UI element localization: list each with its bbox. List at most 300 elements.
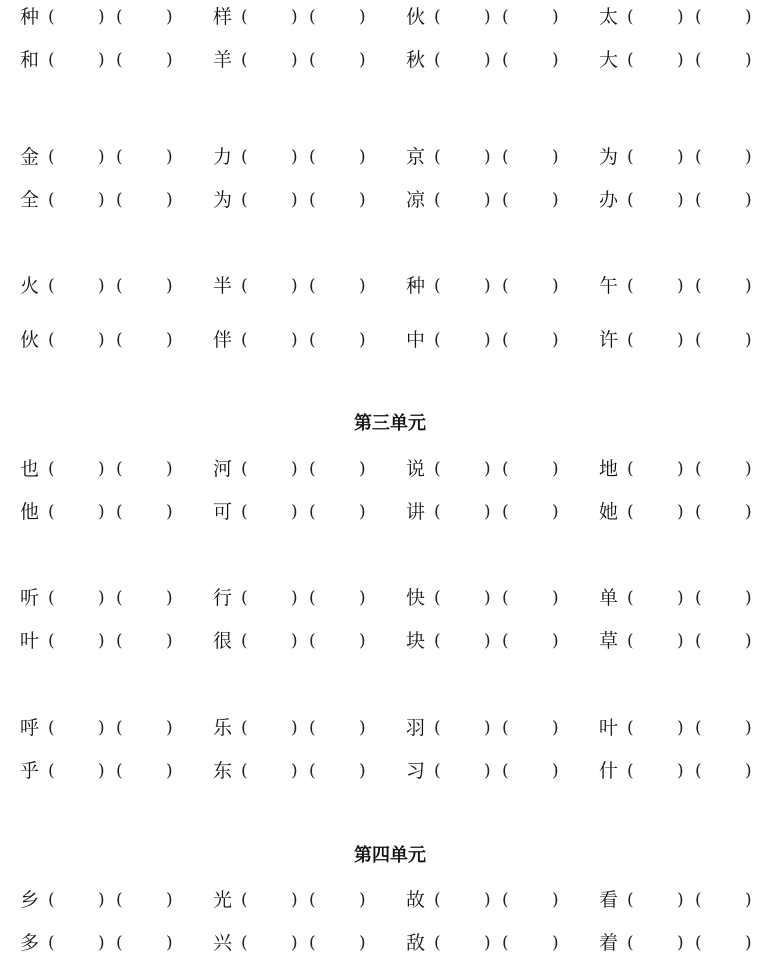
bracket-close: ) [359, 933, 366, 953]
bracket-open: ( [502, 761, 509, 781]
bracket-close: ) [359, 147, 366, 167]
bracket-open: ( [241, 718, 248, 738]
bracket-open: ( [309, 933, 316, 953]
word-cell [406, 271, 606, 301]
word-cell [20, 45, 220, 75]
bracket-close: ) [745, 7, 752, 27]
bracket-open: ( [627, 933, 634, 953]
exercise-row [0, 885, 780, 915]
bracket-open: ( [241, 276, 248, 296]
exercise-row [0, 325, 780, 355]
bracket-close: ) [745, 631, 752, 651]
character-label: 她 [599, 501, 619, 523]
bracket-close: ) [166, 7, 173, 27]
bracket-open: ( [309, 330, 316, 350]
bracket-open: ( [502, 190, 509, 210]
bracket-close: ) [552, 502, 559, 522]
character-label: 讲 [406, 501, 426, 523]
word-cell [599, 497, 780, 527]
bracket-close: ) [98, 190, 105, 210]
bracket-open: ( [309, 7, 316, 27]
bracket-open: ( [502, 276, 509, 296]
character-label: 多 [20, 932, 40, 954]
character-label: 可 [213, 501, 233, 523]
character-label: 大 [599, 49, 619, 71]
bracket-close: ) [98, 50, 105, 70]
bracket-close: ) [677, 761, 684, 781]
bracket-close: ) [745, 588, 752, 608]
word-cell [406, 626, 606, 656]
bracket-close: ) [359, 50, 366, 70]
bracket-open: ( [241, 588, 248, 608]
character-label: 凉 [406, 189, 426, 211]
character-label: 种 [20, 6, 40, 28]
bracket-open: ( [48, 890, 55, 910]
bracket-close: ) [291, 7, 298, 27]
bracket-open: ( [627, 50, 634, 70]
character-label: 地 [599, 458, 619, 480]
bracket-close: ) [677, 7, 684, 27]
character-label: 力 [213, 146, 233, 168]
bracket-open: ( [695, 761, 702, 781]
word-cell [20, 626, 220, 656]
bracket-open: ( [48, 588, 55, 608]
character-label: 午 [599, 275, 619, 297]
bracket-open: ( [695, 631, 702, 651]
bracket-close: ) [291, 147, 298, 167]
word-cell [20, 756, 220, 786]
word-cell [20, 497, 220, 527]
character-label: 秋 [406, 49, 426, 71]
bracket-close: ) [359, 588, 366, 608]
bracket-open: ( [434, 933, 441, 953]
bracket-open: ( [309, 276, 316, 296]
word-cell [213, 2, 413, 32]
bracket-open: ( [116, 50, 123, 70]
character-label: 也 [20, 458, 40, 480]
bracket-close: ) [98, 7, 105, 27]
bracket-open: ( [502, 330, 509, 350]
bracket-close: ) [552, 147, 559, 167]
bracket-open: ( [502, 147, 509, 167]
bracket-close: ) [745, 147, 752, 167]
bracket-open: ( [627, 761, 634, 781]
bracket-open: ( [627, 459, 634, 479]
character-label: 行 [213, 587, 233, 609]
character-label: 为 [213, 189, 233, 211]
character-label: 敌 [406, 932, 426, 954]
bracket-close: ) [291, 631, 298, 651]
bracket-open: ( [309, 502, 316, 522]
character-label: 羊 [213, 49, 233, 71]
bracket-close: ) [745, 190, 752, 210]
word-cell [406, 185, 606, 215]
bracket-open: ( [241, 147, 248, 167]
bracket-close: ) [552, 588, 559, 608]
unit-heading: 第三单元 [354, 413, 426, 434]
character-label: 许 [599, 329, 619, 351]
word-cell [213, 583, 413, 613]
character-label: 块 [406, 630, 426, 652]
bracket-open: ( [695, 7, 702, 27]
bracket-open: ( [695, 890, 702, 910]
character-label: 乎 [20, 760, 40, 782]
bracket-open: ( [434, 631, 441, 651]
character-label: 习 [406, 760, 426, 782]
bracket-open: ( [116, 459, 123, 479]
character-label: 全 [20, 189, 40, 211]
word-cell [213, 497, 413, 527]
character-label: 金 [20, 146, 40, 168]
bracket-open: ( [116, 147, 123, 167]
bracket-close: ) [166, 502, 173, 522]
bracket-close: ) [166, 190, 173, 210]
bracket-close: ) [359, 631, 366, 651]
bracket-close: ) [552, 276, 559, 296]
bracket-close: ) [359, 7, 366, 27]
bracket-open: ( [502, 502, 509, 522]
bracket-close: ) [166, 631, 173, 651]
bracket-close: ) [677, 933, 684, 953]
bracket-open: ( [502, 890, 509, 910]
character-label: 他 [20, 501, 40, 523]
character-label: 火 [20, 275, 40, 297]
bracket-open: ( [434, 50, 441, 70]
bracket-open: ( [627, 276, 634, 296]
bracket-close: ) [98, 890, 105, 910]
bracket-open: ( [502, 50, 509, 70]
character-label: 叶 [20, 630, 40, 652]
bracket-open: ( [48, 933, 55, 953]
character-label: 什 [599, 760, 619, 782]
bracket-close: ) [98, 933, 105, 953]
bracket-open: ( [116, 631, 123, 651]
bracket-open: ( [241, 190, 248, 210]
character-label: 河 [213, 458, 233, 480]
bracket-open: ( [502, 459, 509, 479]
character-label: 东 [213, 760, 233, 782]
word-cell [213, 928, 413, 958]
bracket-close: ) [745, 330, 752, 350]
bracket-open: ( [627, 7, 634, 27]
bracket-close: ) [745, 718, 752, 738]
bracket-close: ) [291, 761, 298, 781]
bracket-close: ) [98, 330, 105, 350]
bracket-close: ) [484, 718, 491, 738]
exercise-row [0, 756, 780, 786]
bracket-open: ( [309, 718, 316, 738]
word-cell [213, 271, 413, 301]
character-label: 样 [213, 6, 233, 28]
bracket-close: ) [677, 631, 684, 651]
word-cell [599, 756, 780, 786]
character-label: 呼 [20, 717, 40, 739]
word-cell [406, 45, 606, 75]
bracket-close: ) [677, 588, 684, 608]
bracket-close: ) [166, 459, 173, 479]
bracket-open: ( [434, 147, 441, 167]
bracket-open: ( [695, 588, 702, 608]
bracket-close: ) [484, 330, 491, 350]
bracket-open: ( [48, 50, 55, 70]
bracket-open: ( [309, 50, 316, 70]
bracket-close: ) [484, 631, 491, 651]
bracket-close: ) [745, 50, 752, 70]
character-label: 太 [599, 6, 619, 28]
character-label: 和 [20, 49, 40, 71]
bracket-close: ) [552, 761, 559, 781]
bracket-open: ( [434, 276, 441, 296]
bracket-open: ( [434, 459, 441, 479]
bracket-open: ( [241, 631, 248, 651]
word-cell [599, 325, 780, 355]
bracket-open: ( [309, 459, 316, 479]
bracket-open: ( [434, 190, 441, 210]
bracket-close: ) [484, 276, 491, 296]
word-cell [599, 271, 780, 301]
bracket-open: ( [627, 190, 634, 210]
word-cell [599, 185, 780, 215]
bracket-open: ( [434, 761, 441, 781]
bracket-close: ) [359, 502, 366, 522]
word-cell [406, 454, 606, 484]
bracket-close: ) [677, 459, 684, 479]
bracket-close: ) [359, 718, 366, 738]
bracket-open: ( [309, 147, 316, 167]
bracket-open: ( [627, 588, 634, 608]
bracket-close: ) [552, 890, 559, 910]
bracket-close: ) [98, 761, 105, 781]
bracket-close: ) [166, 588, 173, 608]
bracket-close: ) [677, 276, 684, 296]
bracket-open: ( [695, 190, 702, 210]
bracket-close: ) [677, 718, 684, 738]
bracket-open: ( [116, 933, 123, 953]
word-cell [599, 583, 780, 613]
bracket-close: ) [484, 502, 491, 522]
exercise-row [0, 497, 780, 527]
bracket-close: ) [166, 890, 173, 910]
bracket-open: ( [502, 631, 509, 651]
word-cell [20, 185, 220, 215]
bracket-close: ) [98, 147, 105, 167]
bracket-open: ( [627, 890, 634, 910]
bracket-open: ( [627, 631, 634, 651]
bracket-open: ( [695, 50, 702, 70]
bracket-open: ( [116, 190, 123, 210]
bracket-open: ( [241, 330, 248, 350]
bracket-open: ( [695, 718, 702, 738]
word-cell [20, 271, 220, 301]
word-cell [406, 756, 606, 786]
character-label: 看 [599, 889, 619, 911]
bracket-close: ) [484, 7, 491, 27]
bracket-open: ( [434, 718, 441, 738]
bracket-open: ( [695, 330, 702, 350]
word-cell [20, 142, 220, 172]
bracket-close: ) [677, 50, 684, 70]
bracket-open: ( [116, 890, 123, 910]
bracket-close: ) [484, 761, 491, 781]
bracket-close: ) [291, 50, 298, 70]
word-cell [213, 45, 413, 75]
bracket-close: ) [484, 588, 491, 608]
bracket-close: ) [166, 718, 173, 738]
character-label: 京 [406, 146, 426, 168]
character-label: 伙 [20, 329, 40, 351]
character-label: 草 [599, 630, 619, 652]
word-cell [213, 713, 413, 743]
bracket-close: ) [552, 933, 559, 953]
bracket-close: ) [484, 459, 491, 479]
character-label: 办 [599, 189, 619, 211]
bracket-close: ) [484, 933, 491, 953]
bracket-open: ( [434, 890, 441, 910]
bracket-open: ( [116, 276, 123, 296]
word-cell [213, 142, 413, 172]
bracket-close: ) [291, 933, 298, 953]
word-cell [406, 325, 606, 355]
exercise-row [0, 45, 780, 75]
bracket-close: ) [745, 276, 752, 296]
bracket-close: ) [166, 330, 173, 350]
bracket-close: ) [98, 276, 105, 296]
character-label: 快 [406, 587, 426, 609]
word-cell [599, 142, 780, 172]
bracket-close: ) [359, 761, 366, 781]
bracket-close: ) [166, 933, 173, 953]
bracket-close: ) [98, 502, 105, 522]
word-cell [406, 497, 606, 527]
bracket-close: ) [552, 459, 559, 479]
bracket-close: ) [166, 147, 173, 167]
word-cell [599, 928, 780, 958]
bracket-open: ( [48, 190, 55, 210]
bracket-open: ( [434, 502, 441, 522]
bracket-close: ) [552, 330, 559, 350]
bracket-open: ( [627, 502, 634, 522]
bracket-close: ) [677, 330, 684, 350]
word-cell [20, 928, 220, 958]
bracket-close: ) [745, 761, 752, 781]
word-cell [406, 2, 606, 32]
bracket-close: ) [484, 50, 491, 70]
bracket-open: ( [48, 459, 55, 479]
character-label: 很 [213, 630, 233, 652]
word-cell [20, 454, 220, 484]
exercise-row [0, 185, 780, 215]
bracket-close: ) [291, 890, 298, 910]
bracket-close: ) [677, 190, 684, 210]
bracket-open: ( [434, 330, 441, 350]
bracket-close: ) [98, 588, 105, 608]
exercise-row [0, 271, 780, 301]
bracket-open: ( [309, 761, 316, 781]
bracket-open: ( [241, 761, 248, 781]
character-label: 故 [406, 889, 426, 911]
bracket-close: ) [98, 718, 105, 738]
bracket-open: ( [48, 502, 55, 522]
bracket-open: ( [695, 147, 702, 167]
bracket-open: ( [241, 933, 248, 953]
bracket-open: ( [502, 7, 509, 27]
bracket-open: ( [695, 933, 702, 953]
bracket-close: ) [552, 7, 559, 27]
bracket-close: ) [291, 502, 298, 522]
character-label: 乐 [213, 717, 233, 739]
exercise-row [0, 2, 780, 32]
word-cell [406, 928, 606, 958]
word-cell [20, 713, 220, 743]
exercise-row [0, 583, 780, 613]
character-label: 伙 [406, 6, 426, 28]
bracket-close: ) [291, 718, 298, 738]
character-label: 种 [406, 275, 426, 297]
word-cell [213, 325, 413, 355]
bracket-open: ( [695, 459, 702, 479]
bracket-open: ( [48, 761, 55, 781]
bracket-close: ) [484, 890, 491, 910]
word-cell [213, 756, 413, 786]
bracket-close: ) [291, 190, 298, 210]
bracket-close: ) [677, 147, 684, 167]
bracket-open: ( [116, 588, 123, 608]
word-cell [599, 626, 780, 656]
bracket-open: ( [116, 330, 123, 350]
bracket-close: ) [359, 190, 366, 210]
bracket-close: ) [291, 588, 298, 608]
bracket-open: ( [434, 588, 441, 608]
bracket-close: ) [359, 459, 366, 479]
exercise-row [0, 454, 780, 484]
word-cell [406, 885, 606, 915]
bracket-close: ) [98, 459, 105, 479]
bracket-close: ) [291, 330, 298, 350]
bracket-open: ( [241, 459, 248, 479]
character-label: 着 [599, 932, 619, 954]
word-cell [20, 583, 220, 613]
bracket-open: ( [627, 147, 634, 167]
bracket-open: ( [309, 190, 316, 210]
bracket-close: ) [359, 890, 366, 910]
bracket-open: ( [241, 502, 248, 522]
bracket-open: ( [695, 276, 702, 296]
bracket-open: ( [502, 718, 509, 738]
character-label: 为 [599, 146, 619, 168]
bracket-open: ( [309, 631, 316, 651]
bracket-close: ) [745, 502, 752, 522]
word-cell [213, 885, 413, 915]
character-label: 光 [213, 889, 233, 911]
bracket-close: ) [484, 190, 491, 210]
bracket-close: ) [677, 502, 684, 522]
bracket-close: ) [291, 459, 298, 479]
bracket-close: ) [359, 330, 366, 350]
word-cell [20, 2, 220, 32]
bracket-open: ( [241, 50, 248, 70]
unit-heading: 第四单元 [354, 845, 426, 866]
word-cell [599, 2, 780, 32]
bracket-open: ( [627, 718, 634, 738]
bracket-open: ( [627, 330, 634, 350]
bracket-close: ) [552, 190, 559, 210]
bracket-close: ) [552, 718, 559, 738]
bracket-open: ( [116, 502, 123, 522]
word-cell [599, 45, 780, 75]
character-label: 伴 [213, 329, 233, 351]
bracket-close: ) [359, 276, 366, 296]
word-cell [599, 454, 780, 484]
